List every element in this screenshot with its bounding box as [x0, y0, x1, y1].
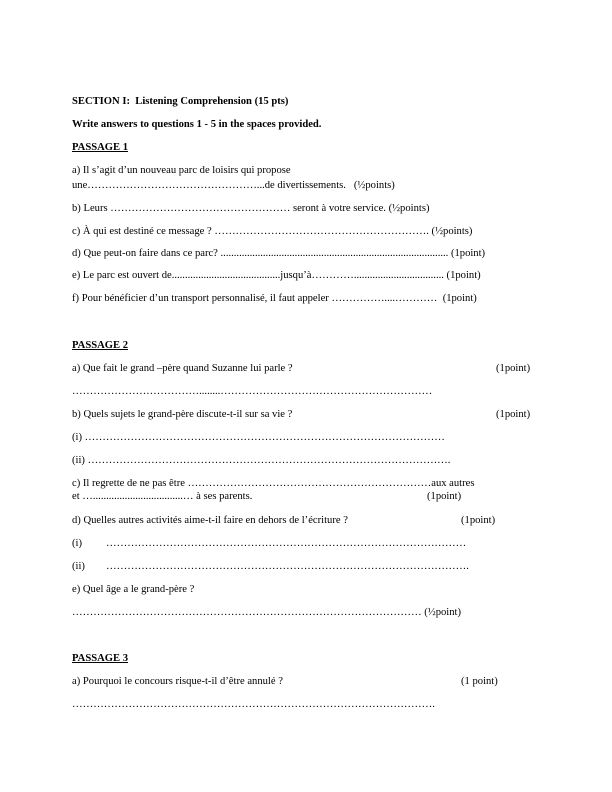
- section-title: SECTION I: Listening Comprehension (15 pts): [72, 96, 289, 107]
- p2-question-d-points: (1point): [461, 515, 496, 526]
- p2-answer-a-line: ………………………………........……………………………………………………: [72, 386, 433, 397]
- p2-question-b: b) Quels sujets le grand-père discute-t-il sur sa vie ?: [72, 409, 293, 420]
- p2-question-b-points: (1point): [496, 409, 531, 420]
- p2-question-c-line1: c) Il regrette de ne pas être ……………………………………………………………aux autres: [72, 478, 475, 489]
- p2-question-d: d) Quelles autres activités aime-t-il faire en dehors de l’écriture ?: [72, 515, 348, 526]
- p1-question-c: c) À qui est destiné ce message ? ……………………………………………………. (½points): [72, 226, 473, 237]
- p2-question-c-points: (1point): [427, 491, 462, 502]
- passage-1-heading: PASSAGE 1: [72, 142, 129, 153]
- p1-question-e: e) Le parc est ouvert de.........................................jusqu’à………….................................. (1point): [72, 270, 481, 281]
- p2-question-a-points: (1point): [496, 363, 531, 374]
- p2-answer-b-ii: (ii) ………………………………………………………………………………………….: [72, 455, 451, 466]
- instructions: Write answers to questions 1 - 5 in the spaces provided.: [72, 119, 322, 130]
- p2-answer-d-i-line: …………………………………………………………………………………………: [106, 538, 467, 549]
- p1-question-b: b) Leurs …………………………………………… seront à votre service. (½points): [72, 203, 430, 214]
- p1-question-f: f) Pour bénéficier d’un transport personnalisé, il faut appeler ……………....………… (1point): [72, 293, 477, 304]
- passage-3-heading: PASSAGE 3: [72, 653, 129, 664]
- p1-question-a-line1: a) Il s’agit d’un nouveau parc de loisirs qui propose: [72, 165, 291, 176]
- p2-answer-d-ii-label: (ii): [72, 561, 85, 572]
- p2-question-a: a) Que fait le grand –père quand Suzanne lui parle ?: [72, 363, 293, 374]
- p2-answer-e-line: ……………………………………………………………………………………… (½point): [72, 607, 462, 618]
- p2-answer-d-ii-line: ………………………………………………………………………………………….: [106, 561, 469, 572]
- p3-answer-a-line: ………………………………………………………………………………………….: [72, 699, 435, 710]
- p1-question-a-line2: une…………………………………………...de divertissements. (½points): [72, 180, 395, 191]
- p1-question-d: d) Que peut-on faire dans ce parc? ...................................................................................... (1point): [72, 248, 486, 259]
- p3-question-a: a) Pourquoi le concours risque-t-il d’être annulé ?: [72, 676, 283, 687]
- p2-question-c-line2: et …..................................… à ses parents.: [72, 491, 253, 502]
- p2-answer-b-i: (i) …………………………………………………………………………………………: [72, 432, 445, 443]
- p2-question-e: e) Quel âge a le grand-père ?: [72, 584, 195, 595]
- p3-question-a-points: (1 point): [461, 676, 498, 687]
- p2-answer-d-i-label: (i): [72, 538, 82, 549]
- passage-2-heading: PASSAGE 2: [72, 340, 129, 351]
